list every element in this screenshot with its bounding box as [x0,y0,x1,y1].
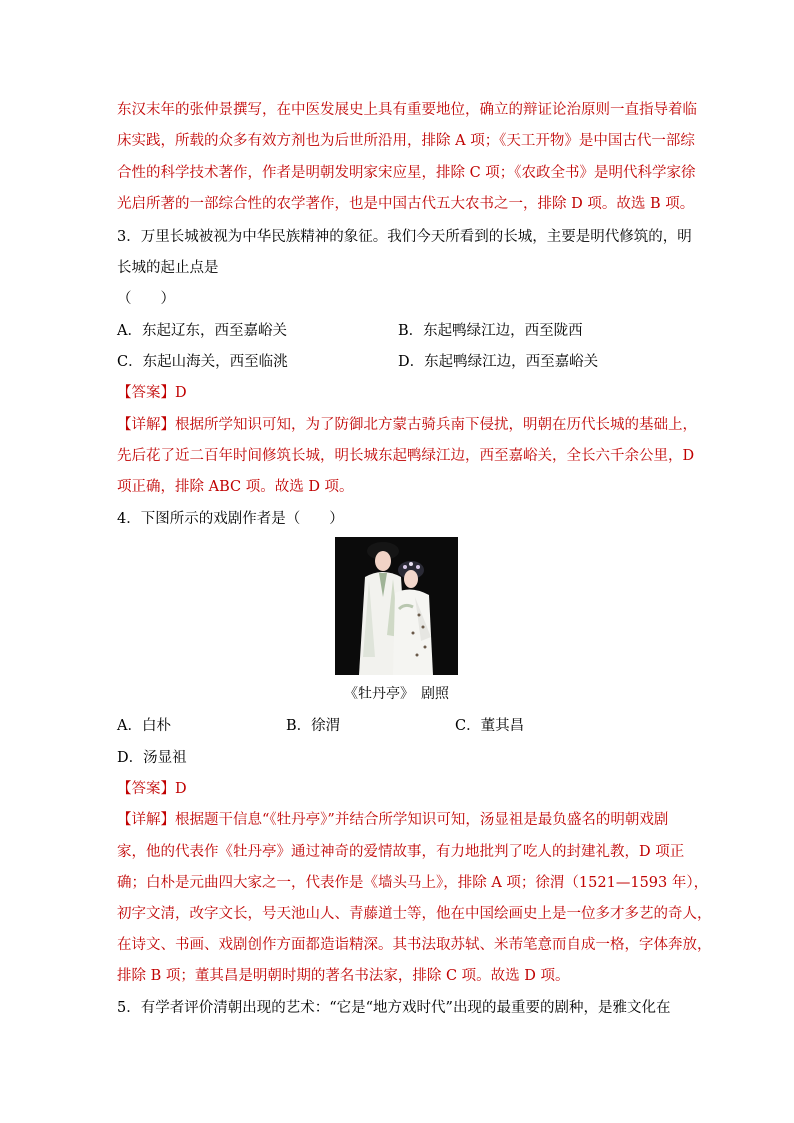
q3-option-c: C．东起山海关，西至临洮 [117,354,288,370]
q4-detail-line-1 [117,810,668,830]
q3-answer: 【答案】D [117,385,187,401]
q4-detail-text: 根据题干信息“《牡丹亭》”并结合所学知识可知，汤显祖是最负盛名的明朝戏剧 [175,812,669,828]
photo-caption: 《牡丹亭》 剧照 [344,686,449,702]
q2-detail-line-1: 东汉末年的张仲景撰写，在中医发展史上具有重要地位，确立的辩证论治原则一直指导着临 [117,102,697,118]
q4-option-a: A．白朴 [117,718,171,734]
q4-detail-line-4: 初字文清，改字文长，号天池山人、青藤道士等，他在中国绘画史上是一位多才多艺的奇人， [117,906,712,922]
q4-detail-label: 【详解】 [117,812,175,828]
q5-stem: 5．有学者评价清朝出现的艺术：“它是“地方戏时代”出现的最重要的剧种，是雅文化在 [117,1000,671,1016]
q4-option-d: D．汤显祖 [117,750,187,766]
q3-option-d: D．东起鸭绿江边，西至嘉峪关 [398,354,599,370]
q3-stem-line-1: 3．万里长城被视为中华民族精神的象征。我们今天所看到的长城，主要是明代修筑的，明 [117,229,692,245]
q3-stem-line-2: 长城的起止点是 [117,260,219,276]
q4-detail-line-5: 在诗文、书画、戏剧创作方面都造诣精深。其书法取苏轼、米芾笔意而自成一格，字体奔放， [117,937,712,953]
q4-detail-line-6: 排除 B 项；董其昌是明朝时期的著名书法家，排除 C 项。故选 D 项。 [117,968,570,984]
q4-detail-line-2: 家，他的代表作《牡丹亭》通过神奇的爱情故事，有力地批判了吃人的封建礼教，D 项正 [117,844,685,860]
q4-detail-line-3: 确；白朴是元曲四大家之一，代表作是《墙头马上》，排除 A 项；徐渭（1521—1593 年）， [117,875,709,891]
q3-detail-label: 【详解】 [117,417,175,433]
q2-detail-line-2: 床实践，所载的众多有效方剂也为后世所沿用，排除 A 项；《天工开物》是中国古代一部综 [117,133,695,149]
q2-detail-line-4: 光启所著的一部综合性的农学著作，也是中国古代五大农书之一，排除 D 项。故选 B 项。 [117,196,695,212]
q4-option-c: C．董其昌 [455,718,525,734]
q3-detail-line-2: 先后花了近二百年时间修筑长城，明长城东起鸭绿江边，西至嘉峪关，全长六千余公里，D [117,448,695,464]
q3-blank: （ ） [117,291,175,307]
q3-detail-text: 根据所学知识可知，为了防御北方蒙古骑兵南下侵扰，明朝在历代长城的基础上， [175,417,697,433]
q4-option-b: B．徐渭 [286,718,341,734]
q3-option-b: B．东起鸭绿江边，西至陇西 [398,323,583,339]
q3-detail-line-1 [117,415,697,435]
q3-detail-line-3: 项正确，排除 ABC 项。故选 D 项。 [117,479,354,495]
q3-option-a: A．东起辽东，西至嘉峪关 [117,323,287,339]
q4-stem: 4．下图所示的戏剧作者是（ ） [117,511,344,527]
q4-answer: 【答案】D [117,781,187,797]
peony-pavilion-photo [335,537,458,675]
q2-detail-line-3: 合性的科学技术著作，作者是明朝发明家宋应星，排除 C 项；《农政全书》是明代科学家徐 [117,165,696,181]
